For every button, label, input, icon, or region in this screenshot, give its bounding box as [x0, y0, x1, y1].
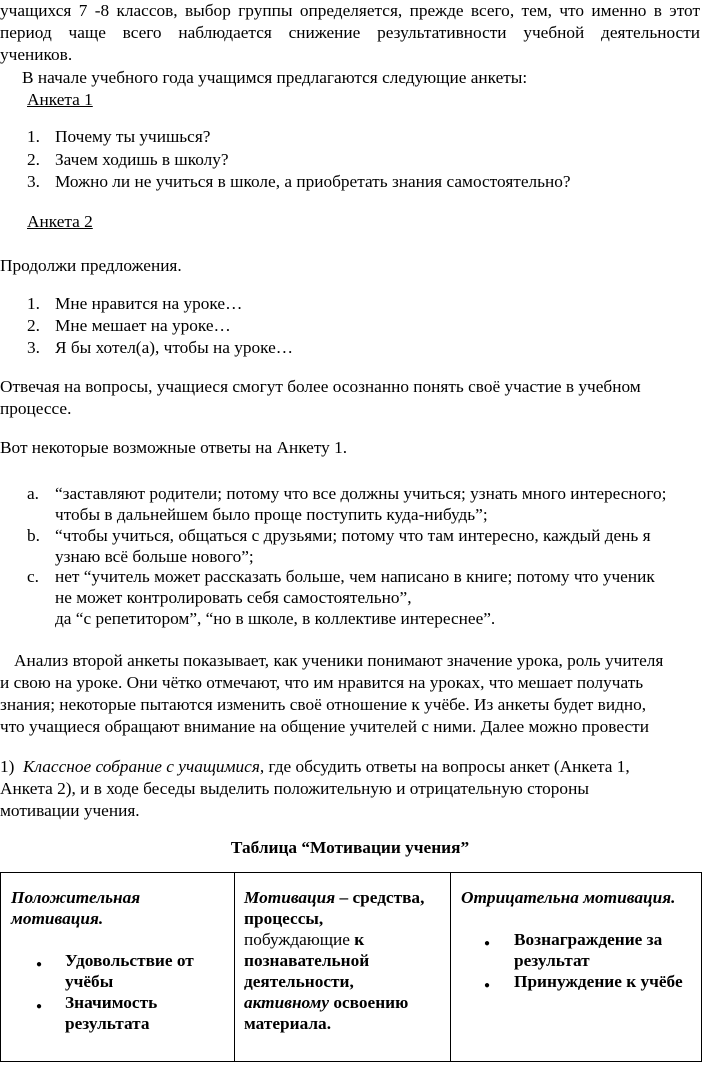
answer-a-line-1: “заставляют родители; потому что все должны учиться; узнать много интересного;	[55, 484, 667, 503]
analysis-line-1: Анализ второй анкеты показывает, как ученики понимают значение урока, роль учителя	[14, 651, 664, 670]
analysis-line-4: что учащиеся обращают внимание на общение учителей с ними. Далее можно провести	[0, 717, 649, 736]
positive-item-1-line-1: Удовольствие от	[65, 951, 194, 970]
answer-letter-a: a.	[27, 484, 39, 503]
list-number: 3.	[27, 338, 40, 357]
intro-line-3: учеников.	[0, 45, 73, 64]
list-text: Я бы хотел(а), чтобы на уроке…	[55, 338, 294, 357]
table-title: Таблица “Мотивации учения”	[230, 838, 470, 857]
definition-line-7: материала.	[244, 1014, 332, 1033]
meeting-title: Классное собрание с учащимися	[23, 757, 260, 776]
definition-line-6: активному освоению	[244, 993, 409, 1012]
survey-1-title: Анкета 1	[27, 90, 93, 109]
intro-line-4: В начале учебного года учащимся предлагаются следующие анкеты:	[22, 68, 528, 87]
bullet-icon: ●	[484, 980, 491, 991]
list-number: 2.	[27, 316, 40, 335]
list-number: 3.	[27, 172, 40, 191]
answer-paragraph-line-2: процессе.	[0, 399, 72, 418]
answer-letter-b: b.	[27, 526, 40, 545]
positive-item-1-line-2: учёбы	[65, 972, 114, 991]
definition-line-3: побуждающие к	[244, 930, 365, 949]
survey-2-lead: Продолжи предложения.	[0, 256, 182, 275]
analysis-line-3: знания; некоторые пытаются изменить своё отношение к учёбе. Из анкеты будет видно,	[0, 695, 647, 714]
positive-item-2-line-1: Значимость	[65, 993, 158, 1012]
positive-motivation-heading-2: мотивация.	[11, 909, 104, 928]
motivation-table	[0, 872, 702, 1062]
negative-motivation-cell	[451, 873, 702, 1062]
negative-motivation-heading: Отрицательна мотивация.	[461, 888, 676, 907]
definition-line-1: Мотивация – средства,	[244, 888, 425, 907]
meeting-line-2: Анкета 2), и в ходе беседы выделить положительную и отрицательную стороны	[0, 779, 589, 798]
list-text: Мне мешает на уроке…	[55, 316, 231, 335]
intro-line-2: период чаще всего наблюдается снижение результативности учебной деятельности	[0, 23, 700, 42]
meeting-number: 1)	[0, 757, 15, 776]
negative-item-2-line-1: Принуждение к учёбе	[514, 972, 683, 991]
bullet-icon: ●	[36, 959, 43, 970]
analysis-line-2: и свою на уроке. Они чётко отмечают, что им нравится на уроках, что мешает получать	[0, 673, 644, 692]
meeting-line-3: мотивации учения.	[0, 801, 140, 820]
meeting-line-1	[0, 756, 630, 777]
meeting-text: , где обсудить ответы на вопросы анкет (Анкета 1,	[259, 757, 630, 776]
answer-c-line-1: нет “учитель может рассказать больше, чем написано в книге; потому что ученик	[55, 567, 655, 586]
definition-line-2: процессы,	[244, 909, 324, 928]
intro-line-1: учащихся 7 -8 классов, выбор группы определяется, прежде всего, тем, что именно в этот	[0, 1, 700, 20]
negative-item-1-line-1: Вознаграждение за	[514, 930, 663, 949]
definition-line-4: познавательной	[244, 951, 370, 970]
definition-line-5: деятельности,	[244, 972, 354, 991]
positive-item-2-line-2: результата	[65, 1014, 150, 1033]
answer-paragraph-line-1: Отвечая на вопросы, учащиеся смогут более осознанно понять своё участие в учебном	[0, 377, 641, 396]
answers-lead: Вот некоторые возможные ответы на Анкету 1.	[0, 438, 348, 457]
bullet-icon: ●	[36, 1001, 43, 1012]
answer-letter-c: c.	[27, 567, 39, 586]
answer-b-line-1: “чтобы учиться, общаться с друзьями; потому что там интересно, каждый день я	[55, 526, 651, 545]
negative-item-1-line-2: результат	[514, 951, 590, 970]
answer-c-line-2: не может контролировать себя самостоятельно”,	[55, 588, 412, 607]
positive-motivation-cell	[1, 873, 235, 1062]
answer-c-line-3: да “с репетитором”, “но в школе, в коллективе интереснее”.	[55, 609, 496, 628]
survey-2-title: Анкета 2	[27, 212, 93, 231]
list-text: Зачем ходишь в школу?	[55, 150, 229, 169]
list-number: 1.	[27, 294, 40, 313]
answer-a-line-2: чтобы в дальнейшем было проще поступить куда-нибудь”;	[55, 505, 488, 524]
list-text: Почему ты учишься?	[55, 127, 211, 146]
list-number: 1.	[27, 127, 40, 146]
motivation-definition-cell	[235, 873, 451, 1062]
bullet-icon: ●	[484, 938, 491, 949]
positive-motivation-heading-1: Положительная	[11, 888, 141, 907]
list-number: 2.	[27, 150, 40, 169]
answer-b-line-2: узнаю всё больше нового”;	[55, 547, 254, 566]
list-text: Мне нравится на уроке…	[55, 294, 243, 313]
list-text: Можно ли не учиться в школе, а приобретать знания самостоятельно?	[55, 172, 571, 191]
